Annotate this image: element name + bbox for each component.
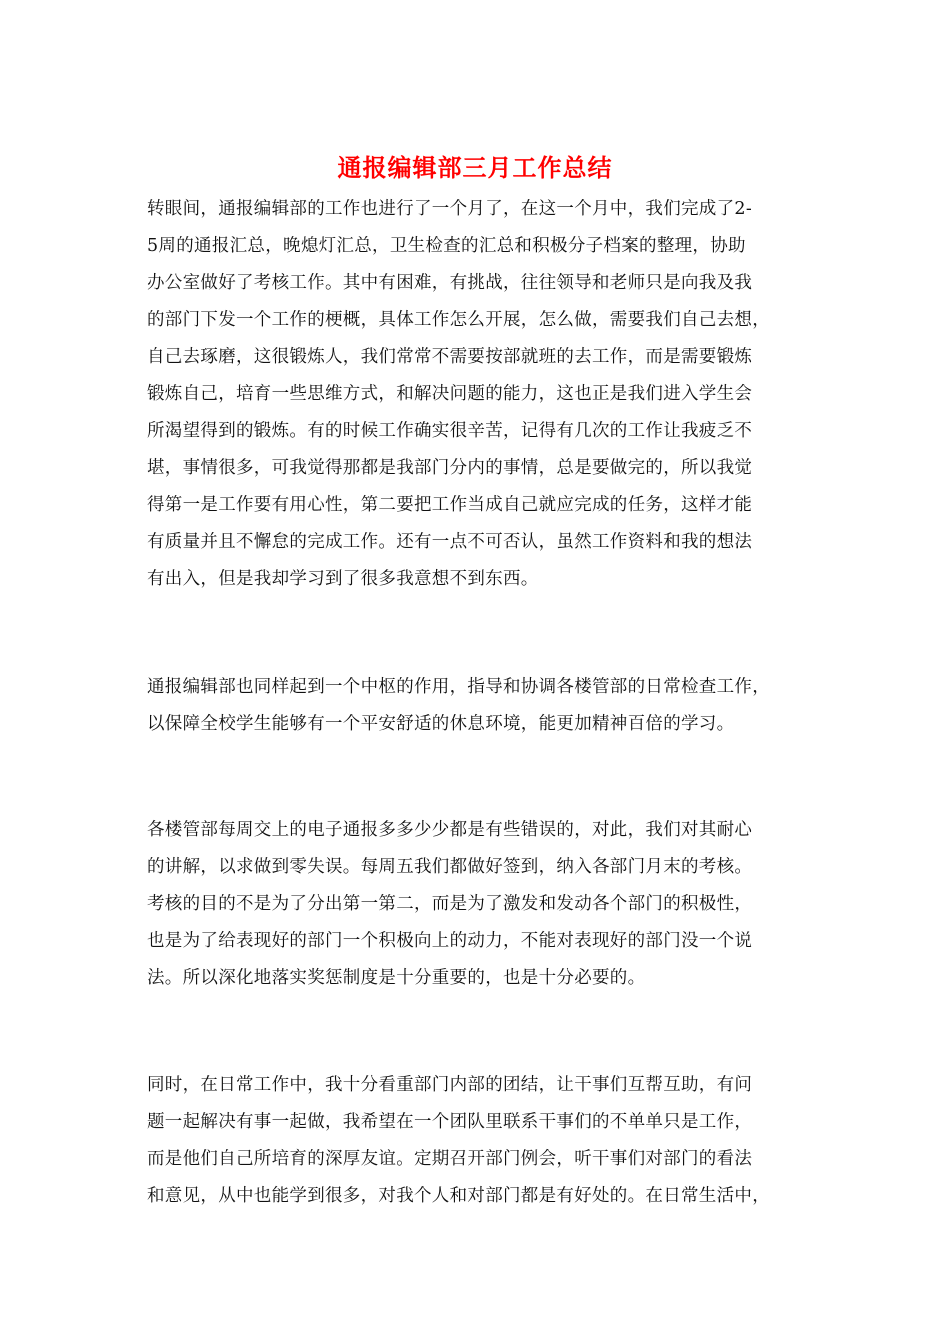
paragraph-2-line-2: 以保障全校学生能够有一个平安舒适的休息环境，能更加精神百倍的学习。	[147, 714, 735, 734]
document-title: 通报编辑部三月工作总结	[337, 153, 613, 182]
paragraph-1-line-2: 5周的通报汇总，晚熄灯汇总，卫生检查的汇总和积极分子档案的整理，协助	[147, 236, 746, 256]
paragraph-4-line-2: 题一起解决有事一起做，我希望在一个团队里联系干事们的不单单只是工作，	[147, 1112, 753, 1132]
paragraph-4-line-3: 而是他们自己所培育的深厚友谊。定期召开部门例会，听干事们对部门的看法	[147, 1149, 753, 1169]
paragraph-1-line-1: 转眼间，通报编辑部的工作也进行了一个月了，在这一个月中，我们完成了2-	[147, 199, 753, 219]
paragraph-3-line-2: 的讲解，以求做到零失误。每周五我们都做好签到，纳入各部门月末的考核。	[147, 857, 753, 877]
paragraph-3-line-1: 各楼管部每周交上的电子通报多多少少都是有些错误的，对此，我们对其耐心	[147, 820, 753, 840]
paragraph-1-line-10: 有质量并且不懈怠的完成工作。还有一点不可否认，虽然工作资料和我的想法	[147, 532, 753, 552]
paragraph-1-line-5: 自己去琢磨，这很锻炼人，我们常常不需要按部就班的去工作，而是需要锻炼	[147, 347, 753, 367]
paragraph-3-line-3: 考核的目的不是为了分出第一第二，而是为了激发和发动各个部门的积极性，	[147, 894, 753, 914]
paragraph-3-line-4: 也是为了给表现好的部门一个积极向上的动力，不能对表现好的部门没一个说	[147, 931, 753, 951]
paragraph-1-line-11: 有出入，但是我却学习到了很多我意想不到东西。	[147, 569, 539, 589]
paragraph-1-line-3: 办公室做好了考核工作。其中有困难，有挑战，往往领导和老师只是向我及我	[147, 273, 753, 293]
paragraph-1-line-9: 得第一是工作要有用心性，第二要把工作当成自己就应完成的任务，这样才能	[147, 495, 753, 515]
paragraph-1-line-6: 锻炼自己，培育一些思维方式，和解决问题的能力，这也正是我们进入学生会	[147, 384, 753, 404]
paragraph-1-line-4: 的部门下发一个工作的梗概，具体工作怎么开展，怎么做，需要我们自己去想，	[147, 310, 770, 330]
paragraph-4-line-1: 同时，在日常工作中，我十分看重部门内部的团结，让干事们互帮互助，有问	[147, 1075, 753, 1095]
paragraph-1-line-7: 所渴望得到的锻炼。有的时候工作确实很辛苦，记得有几次的工作让我疲乏不	[147, 421, 753, 441]
paragraph-2-line-1: 通报编辑部也同样起到一个中枢的作用，指导和协调各楼管部的日常检查工作，	[147, 677, 770, 697]
paragraph-1-line-8: 堪，事情很多，可我觉得那都是我部门分内的事情，总是要做完的，所以我觉	[147, 458, 753, 478]
paragraph-4-line-4: 和意见，从中也能学到很多，对我个人和对部门都是有好处的。在日常生活中，	[147, 1186, 770, 1206]
paragraph-3-line-5: 法。所以深化地落实奖惩制度是十分重要的，也是十分必要的。	[147, 968, 646, 988]
